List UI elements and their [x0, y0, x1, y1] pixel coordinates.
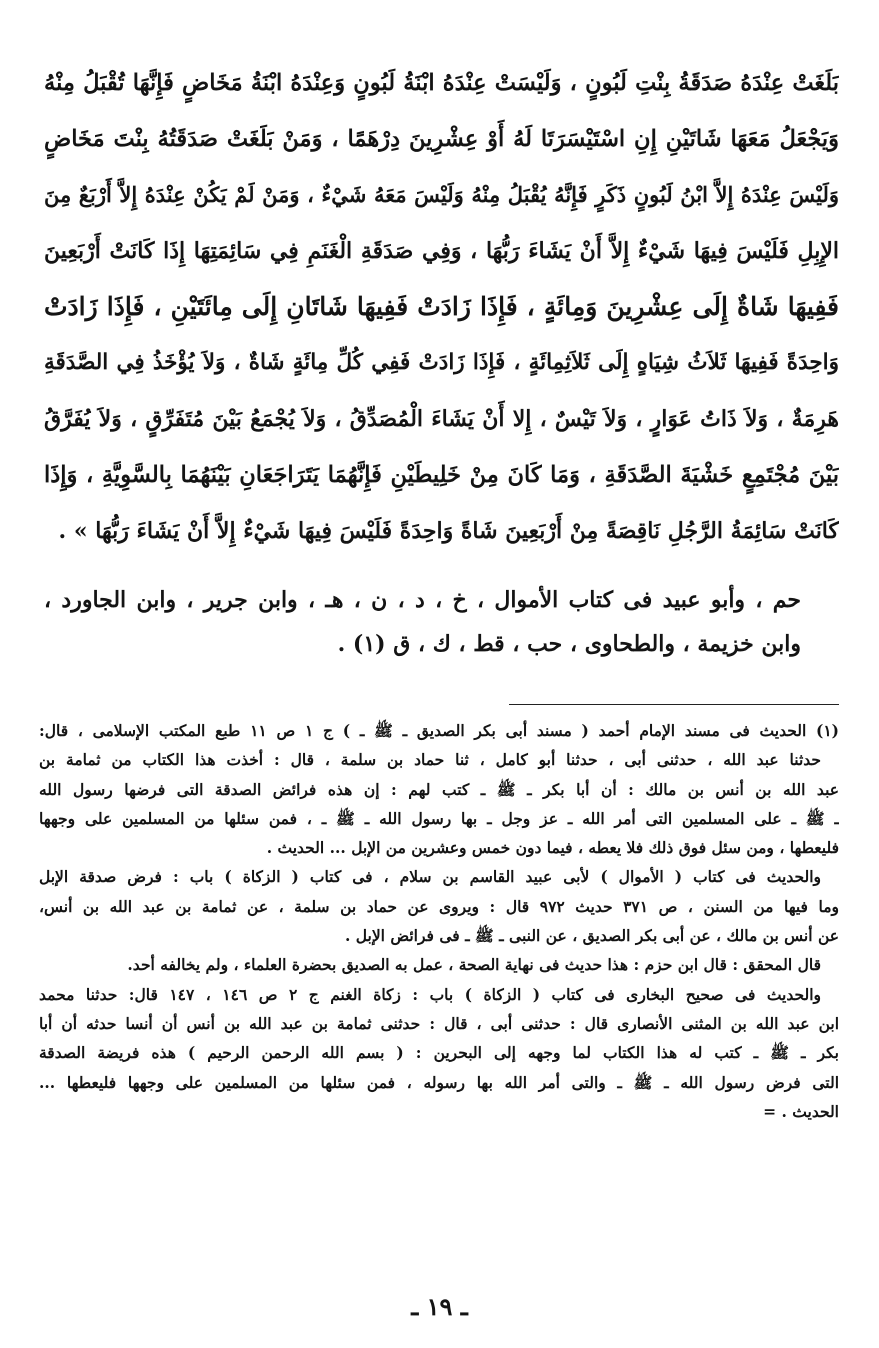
footnote-line: عبد الله بن أنس بن مالك : أن أبا بكر ـ ﷺ ـ كتب لهم : إن هذه فرائض الصدقة التى فرضها رسول الله — [39, 779, 839, 799]
footnote-line: قال المحقق : قال ابن حزم : هذا حديث فى نهاية الصحة ، عمل به الصديق بحضرة العلماء ، ولم يخالفه أحد. — [127, 955, 821, 975]
footnote-line: والحديث فى كتاب ( الأموال ) لأبى عبيد القاسم بن سلام ، فى كتاب ( الزكاة ) باب : فرض صدقة الإبل — [39, 867, 821, 887]
footnote-line: بكر ـ ﷺ ـ كتب له هذا الكتاب لما وجهه إلى البحرين : ( بسم الله الرحمن الرحيم ) هذه فريضة الصدقة — [39, 1043, 839, 1063]
main-text-line: هَرِمَةٌ ، وَلاَ ذَاتُ عَوَارٍ ، وَلاَ تَيْسٌ ، إِلا أَنْ يَشَاءَ الْمُصَدِّقُ ، وَلاَ يُجْمَعُ بَيْنَ مُتَفَرِّقٍ ، وَلاَ يُفَرَّقُ — [44, 406, 839, 432]
main-text-line: وَاحِدَةً فَفِيهَا ثَلاَثُ شِيَاهٍ إِلَى ثَلاَثِمِائَةٍ ، فَإِذَا زَادَتْ فَفِي كُلِّ مِائَةٍ شَاةٌ ، وَلاَ يُؤْخَذُ فِي الصَّدَقَةِ — [44, 350, 839, 375]
footnote-line: ـ ﷺ ـ على المسلمين التى أمر الله ـ عز وجل ـ بها رسول الله ـ ﷺ ـ ، فمن سئلها من المسلمين على وجهها — [39, 808, 839, 828]
reference-line: وابن خزيمة ، والطحاوى ، حب ، قط ، ك ، ق (١) . — [337, 631, 801, 657]
main-text-line: وَلَيْسَ عِنْدَهُ إِلاَّ ابْنُ لَبُونٍ ذَكَرٍ فَإِنَّهُ يُقْبَلُ مِنْهُ وَلَيْسَ مَعَهُ شَيْءٌ ، وَمَنْ لَمْ يَكُنْ عِنْدَهُ إِلاَّ أَرْبَعٌ مِنَ — [44, 182, 839, 207]
main-text-line: بَيْنَ مُجْتَمِعٍ خَشْيَةَ الصَّدَقَةِ ، وَمَا كَانَ مِنْ خَلِيطَيْنِ فَإِنَّهُمَا يَتَرَاجَعَانِ بَيْنَهُمَا بِالسَّوِيَّةِ ، وَإِذَا — [44, 462, 839, 488]
footnote-line: وما فيها من السنن ، ص ٣٧١ حديث ٩٧٢ قال : ويروى عن حماد بن سلمة ، عن ثمامة بن عبد الله بن أنس، — [39, 896, 839, 916]
main-text-block — [44, 55, 839, 559]
footnote-line: فليعطها ، ومن سئل فوق ذلك فلا يعطه ، فيما دون خمس وعشرين من الإبل ... الحديث . — [266, 838, 839, 858]
main-text-line: وَيَجْعَلُ مَعَهَا شَاتَيْنِ إِنِ اسْتَيْسَرَتَا لَهُ أَوْ عِشْرِينَ دِرْهَمًا ، وَمَنْ بَلَغَتْ صَدَقَتُهُ بِنْتَ مَخَاضٍ — [44, 126, 839, 152]
footnote-line: عن أنس بن مالك ، عن أبى بكر الصديق ، عن النبى ـ ﷺ ـ فى فرائض الإبل . — [344, 926, 839, 946]
main-text-line: كَانَتْ سَائِمَةُ الرَّجُلِ نَاقِصَةً مِنْ أَرْبَعِينَ شَاةً وَاحِدَةً فَلَيْسَ فِيهَا شَيْءٌ إِلاَّ أَنْ يَشَاءَ رَبُّهَا » . — [58, 518, 839, 544]
footnote-line: (١) الحديث فى مسند الإمام أحمد ( مسند أبى بكر الصديق ـ ﷺ ـ ) ج ١ ص ١١ طبع المكتب الإسلامى ، قال: — [39, 721, 839, 740]
main-text-line: بَلَغَتْ عِنْدَهُ صَدَقَةُ بِنْتِ لَبُونٍ ، وَلَيْسَتْ عِنْدَهُ ابْنَةُ لَبُونٍ وَعِنْدَهُ ابْنَةُ مَخَاضٍ فَإِنَّهَا تُقْبَلُ مِنْهُ — [44, 70, 839, 96]
reference-line: حم ، وأبو عبيد فى كتاب الأموال ، خ ، د ، ن ، هـ ، وابن جرير ، وابن الجاورد ، — [44, 587, 801, 613]
page-number: ـ ١٩ ـ — [411, 1292, 468, 1321]
main-text-line: فَفِيهَا شَاةٌ إِلَى عِشْرِينَ وَمِائَةٍ ، فَإِذَا زَادَتْ فَفِيهَا شَاتَانِ إِلَى مِائَتَيْنِ ، فَإِذَا زَادَتْ — [44, 292, 839, 321]
footnote-divider — [509, 704, 839, 705]
footnote-line: الحديث . = — [763, 1101, 839, 1121]
footnote-line: ابن عبد الله بن المثنى الأنصارى قال : حدثنى أبى ، قال : حدثنى ثمامة بن عبد الله بن أنس أن أنسا حدثه أن أبا — [39, 1013, 839, 1033]
footnotes-block — [39, 716, 839, 1126]
main-text-line: الإِبِلِ فَلَيْسَ فِيهَا شَيْءٌ إِلاَّ أَنْ يَشَاءَ رَبُّهَا ، وَفِي صَدَقَةِ الْغَنَمِ فِي سَائِمَتِهَا إِذَا كَانَتْ أَرْبَعِينَ — [44, 238, 839, 264]
footnote-line: حدثنا عبد الله ، حدثنى أبى ، حدثنا أبو كامل ، ثنا حماد بن سلمة ، قال : أخذت هذا الكتاب من ثمامة بن — [39, 750, 821, 770]
footnote-line: والحديث فى صحيح البخارى فى كتاب ( الزكاة ) باب : زكاة الغنم ج ٢ ص ١٤٦ ، ١٤٧ قال: حدثنا محمد — [39, 984, 822, 1004]
footnote-line: التى فرض رسول الله ـ ﷺ ـ والتى أمر الله بها رسوله ، فمن سئلها من المسلمين على وجهها فليعطها ... — [39, 1072, 839, 1092]
source-references — [44, 578, 801, 666]
